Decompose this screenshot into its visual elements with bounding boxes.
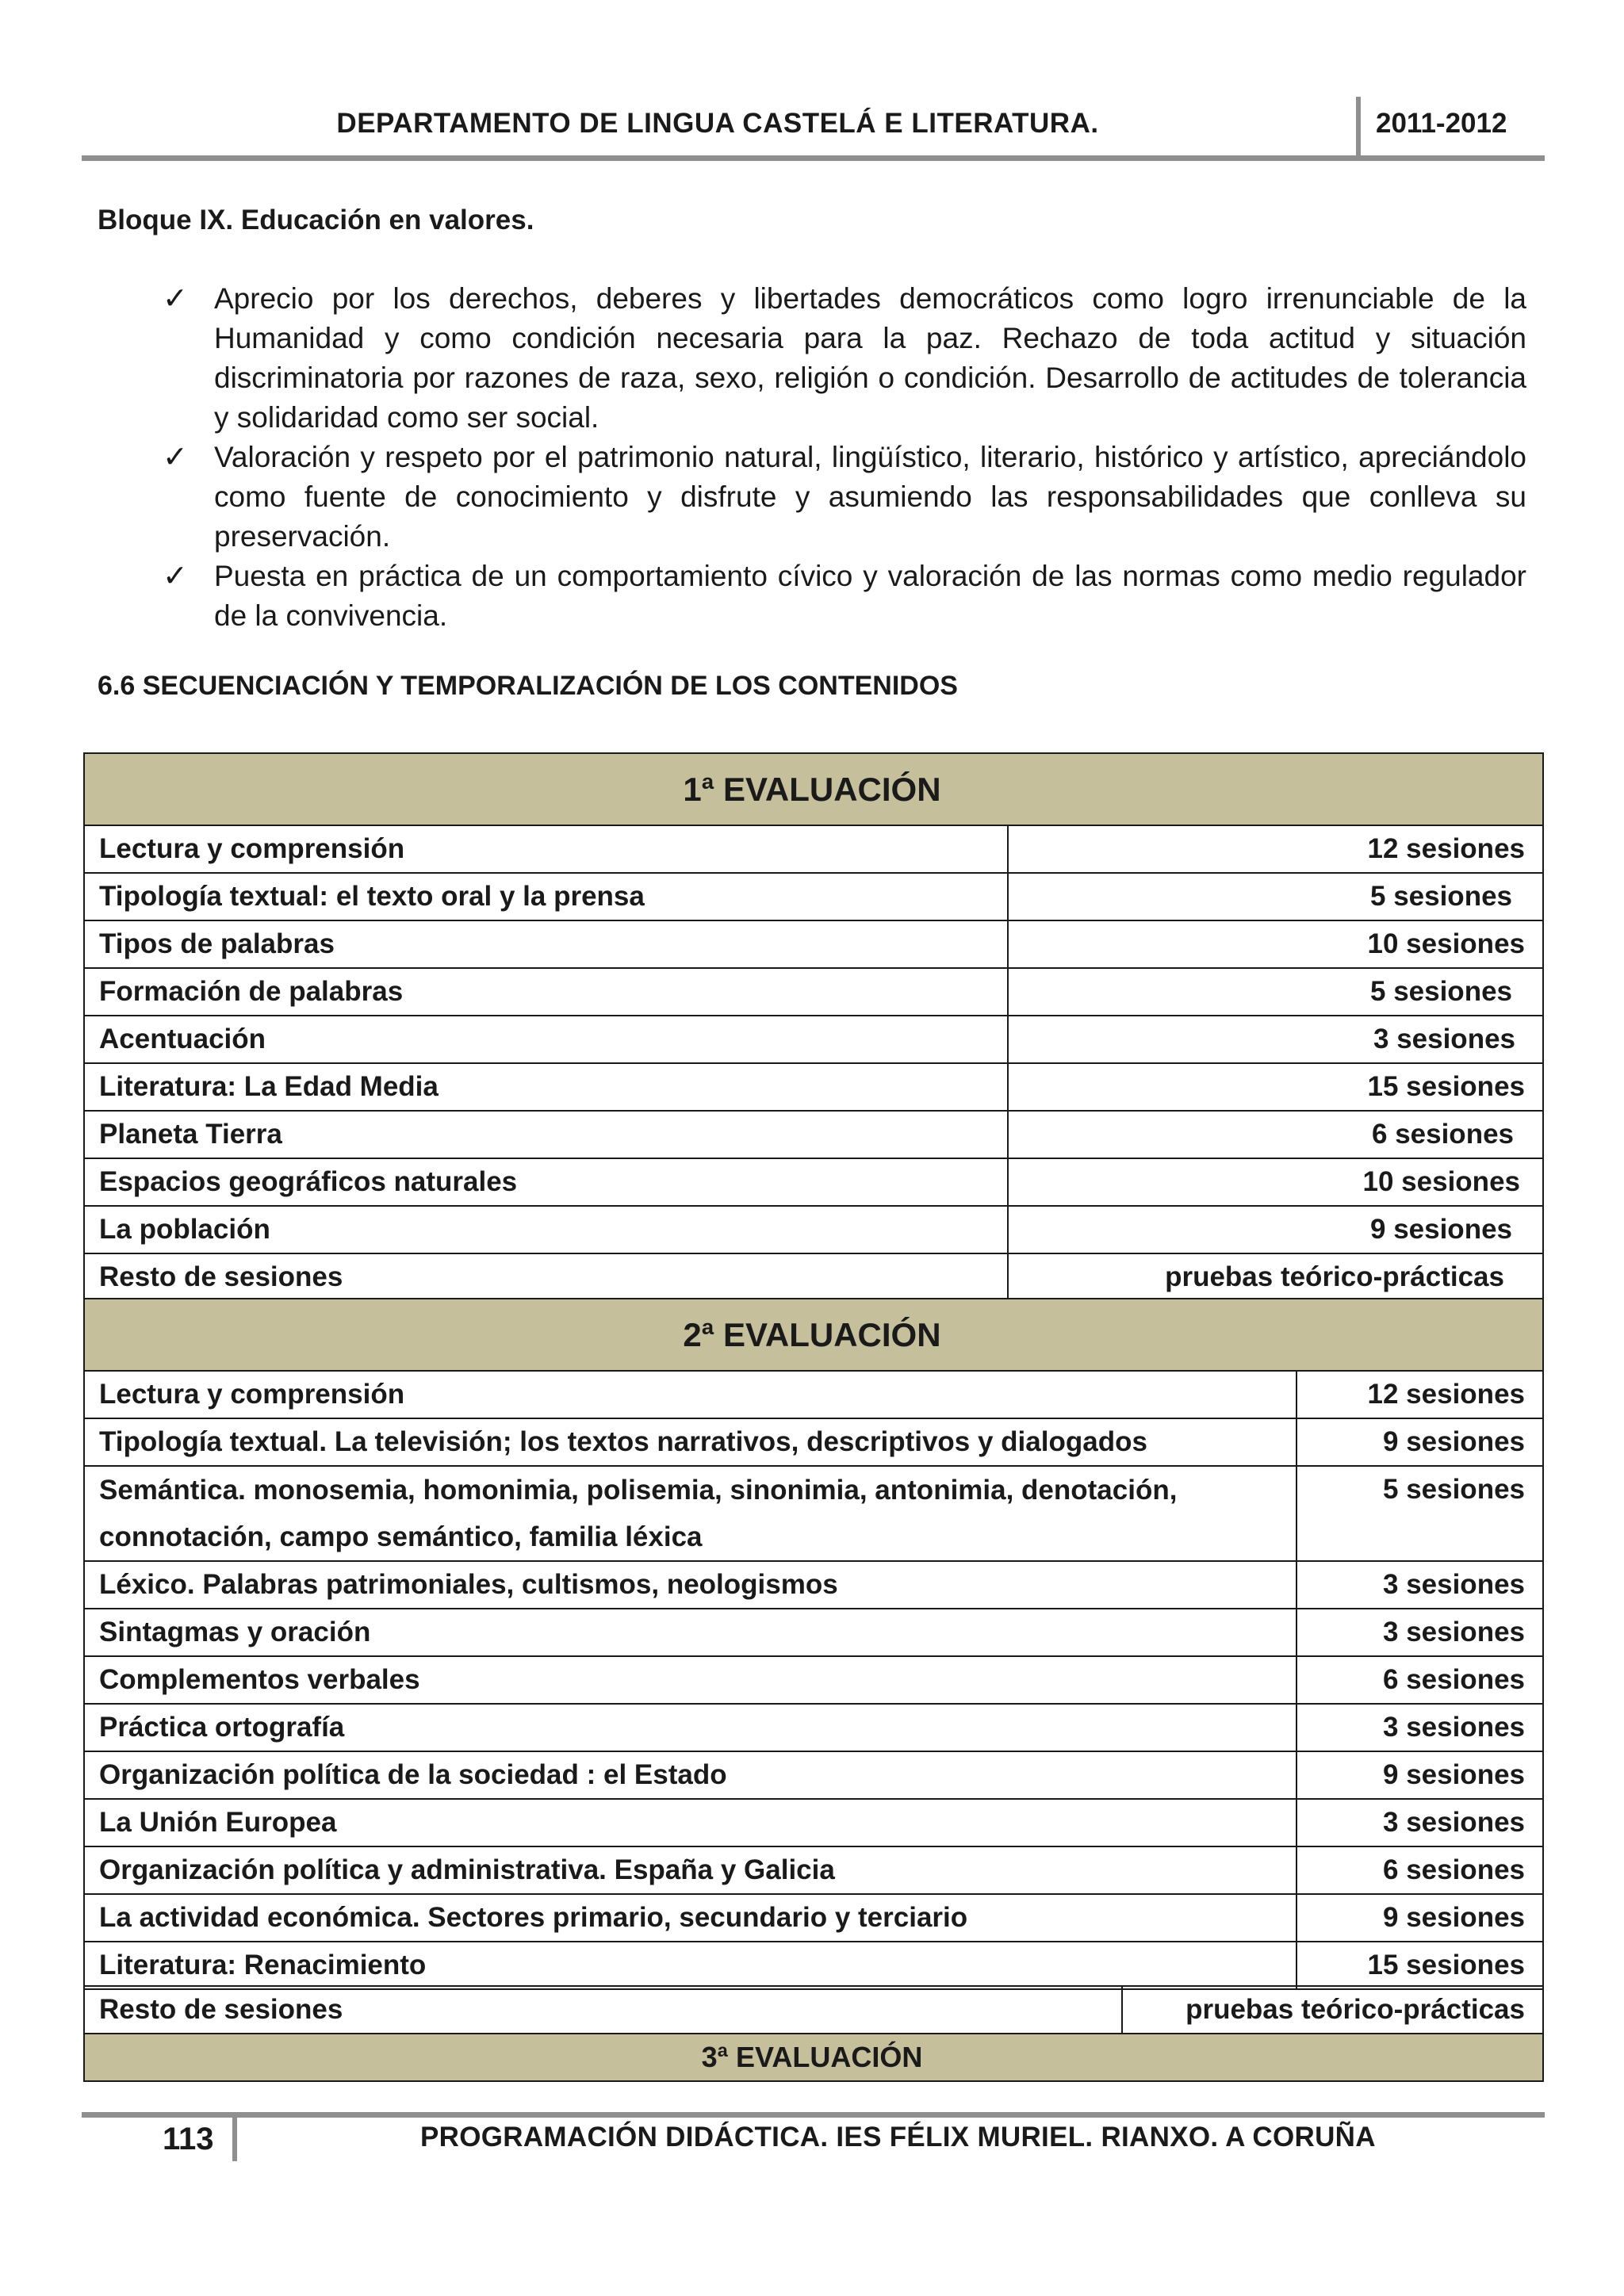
- topic-cell: La Unión Europea: [84, 1799, 1297, 1846]
- table-row: [84, 1799, 1543, 1846]
- sessions-cell: 10 sesiones: [1008, 920, 1543, 968]
- table-row: [84, 1016, 1543, 1063]
- table-row: [84, 1609, 1543, 1656]
- sessions-cell: 9 sesiones: [1297, 1418, 1543, 1466]
- topic-cell: Literatura: La Edad Media: [84, 1063, 1008, 1111]
- evaluation-2-table: [83, 1298, 1544, 1990]
- evaluation-1-table: [83, 752, 1544, 1302]
- sessions-cell: 12 sesiones: [1008, 825, 1543, 873]
- table-row: [84, 1894, 1543, 1942]
- sessions-cell: 6 sesiones: [1297, 1846, 1543, 1894]
- header-year: 2011-2012: [1376, 108, 1507, 139]
- topic-cell: Tipología textual. La televisión; los textos narrativos, descriptivos y dialogados: [84, 1418, 1297, 1466]
- evaluation-3-title: 3ª EVALUACIÓN: [84, 2034, 1543, 2081]
- topic-cell: Lectura y comprensión: [84, 1371, 1297, 1418]
- sessions-cell: 3 sesiones: [1008, 1016, 1543, 1063]
- sessions-cell: 9 sesiones: [1008, 1206, 1543, 1253]
- sessions-cell: 3 sesiones: [1297, 1609, 1543, 1656]
- sessions-cell: pruebas teórico-prácticas: [1008, 1253, 1543, 1301]
- table-row: [84, 1466, 1543, 1561]
- list-item-text: Valoración y respeto por el patrimonio natural, lingüístico, literario, histórico y artístico, apreciándolo como fuente de conocimiento y disfrute y asumiendo las responsabilidades que conlleva su preservación.: [214, 441, 1526, 553]
- table-row: [84, 1111, 1543, 1158]
- sessions-cell: 6 sesiones: [1008, 1111, 1543, 1158]
- bloque-title: Bloque IX. Educación en valores.: [98, 205, 534, 235]
- footer-divider: [232, 2115, 237, 2161]
- sessions-cell: 3 sesiones: [1297, 1561, 1543, 1609]
- evaluation-1-title: 1ª EVALUACIÓN: [84, 753, 1543, 825]
- table-row: [84, 1206, 1543, 1253]
- evaluation-3-table: [83, 1985, 1544, 2082]
- sessions-cell: 12 sesiones: [1297, 1371, 1543, 1418]
- list-item: [163, 438, 1526, 557]
- list-item: [163, 279, 1526, 438]
- sessions-cell: 9 sesiones: [1297, 1751, 1543, 1799]
- table-row: [84, 873, 1543, 920]
- table-row: [84, 1656, 1543, 1704]
- header-divider: [1356, 97, 1361, 159]
- topic-cell: Acentuación: [84, 1016, 1008, 1063]
- table-row: [84, 1371, 1543, 1418]
- topic-cell: Sintagmas y oración: [84, 1609, 1297, 1656]
- table-row: [84, 1561, 1543, 1609]
- topic-cell: Formación de palabras: [84, 968, 1008, 1016]
- sessions-cell: 6 sesiones: [1297, 1656, 1543, 1704]
- topic-cell: Organización política de la sociedad : el Estado: [84, 1751, 1297, 1799]
- list-item: [163, 557, 1526, 636]
- topic-cell: Tipología textual: el texto oral y la prensa: [84, 873, 1008, 920]
- table-row: [84, 1751, 1543, 1799]
- topic-cell: Lectura y comprensión: [84, 825, 1008, 873]
- checkmark-icon: ✓: [163, 441, 188, 474]
- topic-cell: Literatura: Renacimiento: [84, 1942, 1297, 1989]
- table-row: [84, 968, 1543, 1016]
- topic-cell: Planeta Tierra: [84, 1111, 1008, 1158]
- topic-cell: La población: [84, 1206, 1008, 1253]
- sessions-cell: 15 sesiones: [1008, 1063, 1543, 1111]
- evaluation-2-title: 2ª EVALUACIÓN: [84, 1299, 1543, 1371]
- sessions-cell: 3 sesiones: [1297, 1799, 1543, 1846]
- section-title: 6.6 SECUENCIACIÓN Y TEMPORALIZACIÓN DE LOS CONTENIDOS: [98, 671, 958, 701]
- sessions-cell: 15 sesiones: [1297, 1942, 1543, 1989]
- header-rule: [82, 155, 1545, 161]
- values-list: [163, 279, 1526, 636]
- page-number: 113: [163, 2122, 214, 2156]
- topic-cell: La actividad económica. Sectores primario, secundario y terciario: [84, 1894, 1297, 1942]
- sessions-cell: 5 sesiones: [1008, 873, 1543, 920]
- table-row: [84, 1704, 1543, 1751]
- topic-cell: Léxico. Palabras patrimoniales, cultismos, neologismos: [84, 1561, 1297, 1609]
- table-row: [84, 1253, 1543, 1301]
- topic-cell: Complementos verbales: [84, 1656, 1297, 1704]
- table-row: [84, 1418, 1543, 1466]
- table-row: [84, 1846, 1543, 1894]
- list-item-text: Aprecio por los derechos, deberes y libertades democráticos como logro irrenunciable de la Humanidad y como condición necesaria para la paz. Rechazo de toda actitud y situación discriminatoria por razones de raza, sexo, religión o condición. Desarrollo de actitudes de tolerancia y solidaridad como ser social.: [214, 282, 1526, 434]
- table-row: [84, 920, 1543, 968]
- header-title: DEPARTAMENTO DE LINGUA CASTELÁ E LITERATURA.: [336, 108, 1099, 139]
- topic-cell: Resto de sesiones: [84, 1253, 1008, 1301]
- topic-cell: Resto de sesiones: [84, 1986, 1122, 2034]
- table-row: [84, 1158, 1543, 1206]
- table-row: [84, 825, 1543, 873]
- topic-cell: Práctica ortografía: [84, 1704, 1297, 1751]
- table-row: [84, 1942, 1543, 1989]
- footer-text: PROGRAMACIÓN DIDÁCTICA. IES FÉLIX MURIEL. RIANXO. A CORUÑA: [420, 2122, 1376, 2152]
- topic-cell: Semántica. monosemia, homonimia, polisemia, sinonimia, antonimia, denotación, connotación, campo semántico, familia léxica: [84, 1466, 1297, 1561]
- footer-rule: [82, 2112, 1545, 2118]
- sessions-cell: 9 sesiones: [1297, 1894, 1543, 1942]
- sessions-cell: 10 sesiones: [1008, 1158, 1543, 1206]
- sessions-cell: 5 sesiones: [1008, 968, 1543, 1016]
- sessions-cell: 5 sesiones: [1297, 1466, 1543, 1561]
- table-row: [84, 1063, 1543, 1111]
- checkmark-icon: ✓: [163, 560, 188, 593]
- table-row: [84, 1986, 1543, 2034]
- topic-cell: Tipos de palabras: [84, 920, 1008, 968]
- sessions-cell: pruebas teórico-prácticas: [1122, 1986, 1543, 2034]
- topic-cell: Organización política y administrativa. España y Galicia: [84, 1846, 1297, 1894]
- topic-cell: Espacios geográficos naturales: [84, 1158, 1008, 1206]
- sessions-cell: 3 sesiones: [1297, 1704, 1543, 1751]
- list-item-text: Puesta en práctica de un comportamiento cívico y valoración de las normas como medio regulador de la convivencia.: [214, 560, 1526, 632]
- checkmark-icon: ✓: [163, 282, 188, 316]
